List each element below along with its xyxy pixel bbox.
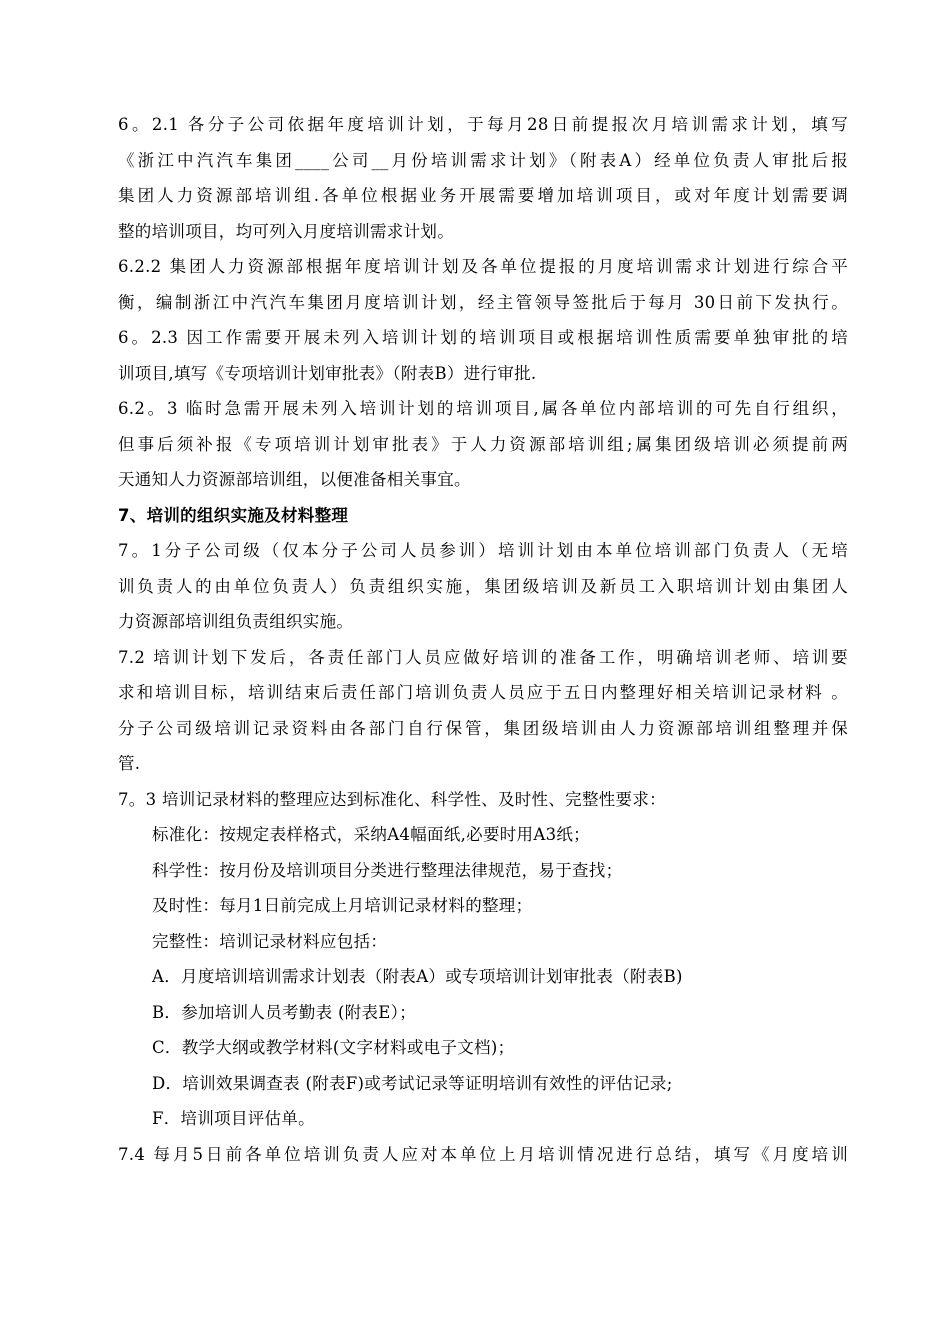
text-line: A．月度培训培训需求计划表（附表A）或专项培训计划审批表（附表B)	[152, 967, 683, 986]
text-line: C．教学大纲或教学材料(文字材料或电子文档)；	[152, 1038, 515, 1057]
text-line: B．参加培训人员考勤表 (附表E）；	[152, 1002, 417, 1022]
text-line: 7。3 培训记录材料的整理应达到标准化、科学性、及时性、完整性要求：	[118, 789, 666, 809]
text-line: 求和培训目标，培训结束后责任部门培训负责人员应于五日内整理好相关培训记录材料 。	[118, 683, 848, 702]
text-line: 6。2.1 各分子公司依据年度培训计划，于每月28日前提报次月培训需求计划，填写	[118, 115, 848, 134]
text-line: 6。2.3 因工作需要开展未列入培训计划的培训项目或根据培训性质需要单独审批的培	[118, 328, 848, 347]
text-line: 科学性：按月份及培训项目分类进行整理法律规范，易于查找；	[152, 860, 623, 880]
section-heading: 7、培训的组织实施及材料整理	[118, 505, 349, 525]
text-line: 但事后须补报《专项培训计划审批表》于人力资源部培训组;属集团级培训必须提前两	[118, 434, 848, 454]
document-page	[118, 107, 848, 1172]
text-line: 完整性：培训记录材料应包括：	[152, 931, 388, 951]
text-line: 训负责人的由单位负责人）负责组织实施，集团级培训及新员工入职培训计划由集团人	[118, 576, 848, 596]
text-line: 衡，编制浙江中汽汽车集团月度培训计划，经主管领导签批后于每月 30日前下发执行。	[118, 292, 848, 312]
text-line: 集团人力资源部培训组.各单位根据业务开展需要增加培训项目，或对年度计划需要调	[118, 186, 848, 205]
text-line: 天通知人力资源部培训组，以便准备相关事宜。	[118, 470, 471, 489]
text-line: 分子公司级培训记录资料由各部门自行保管，集团级培训由人力资源部培训组整理并保	[118, 718, 848, 738]
text-line: 训项目,填写《专项培训计划审批表》（附表B）进行审批.	[118, 363, 537, 383]
text-line: 6.2.2 集团人力资源部根据年度培训计划及各单位提报的月度培训需求计划进行综合平	[118, 257, 848, 276]
text-line: 标准化：按规定表样格式，采纳A4幅面纸,必要时用A3纸；	[152, 825, 590, 844]
text-line: 《浙江中汽汽车集团____公司__月份培训需求计划》（附表A）经单位负责人审批后报	[118, 150, 848, 170]
text-line: 6.2。3 临时急需开展未列入培训计划的培训项目,属各单位内部培训的可先自行组织，	[118, 399, 848, 418]
text-line: 力资源部培训组负责组织实施。	[118, 612, 354, 631]
text-line: 及时性：每月1日前完成上月培训记录材料的整理；	[152, 896, 533, 915]
text-line: F．培训项目评估单。	[152, 1109, 315, 1128]
text-line: 7。1分子公司级（仅本分子公司人员参训）培训计划由本单位培训部门负责人（无培	[118, 541, 848, 560]
text-line: D．培训效果调查表 (附表F)或考试记录等证明培训有效性的评估记录;	[152, 1073, 673, 1093]
text-line: 管.	[118, 754, 141, 773]
text-line: 整的培训项目，均可列入月度培训需求计划。	[118, 221, 454, 241]
text-line: 7.2 培训计划下发后，各责任部门人员应做好培训的准备工作，明确培训老师、培训要	[118, 647, 848, 667]
text-line: 7.4 每月5日前各单位培训负责人应对本单位上月培训情况进行总结，填写《月度培训	[118, 1144, 848, 1164]
